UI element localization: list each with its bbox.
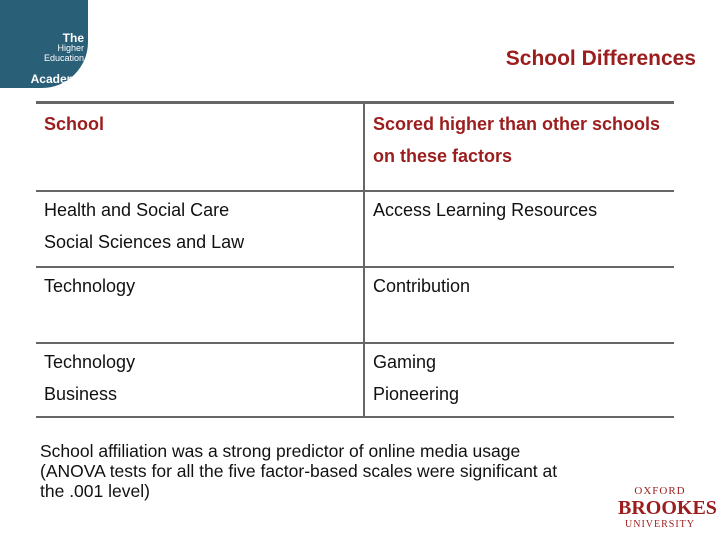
factor-cell [364, 191, 674, 267]
factor-cell [364, 267, 674, 343]
factor-name: Contribution [373, 276, 471, 296]
header-school: School [36, 103, 364, 192]
table-row [36, 191, 674, 267]
factor-name: Access Learning Resources [373, 200, 598, 220]
school-differences-table [36, 101, 674, 418]
slide-title: School Differences [505, 47, 696, 70]
brand-brookes: BROOKES [618, 497, 717, 519]
table-row [36, 343, 674, 417]
school-cell [36, 267, 364, 343]
school-cell [36, 343, 364, 417]
logo-text-education: Education [43, 53, 84, 63]
brand-oxford: OXFORD [634, 485, 686, 497]
logo-text-higher: Higher [57, 43, 84, 53]
school-name: Health and Social Care [44, 200, 230, 220]
school-name: Technology [44, 276, 136, 296]
factor-name: Pioneering [373, 384, 460, 404]
factor-cell [364, 343, 674, 417]
table-header-row [36, 103, 674, 192]
header-factors: Scored higher than other schools on these factors [364, 103, 674, 192]
school-cell [36, 191, 364, 267]
footnote-text: School affiliation was a strong predictor of online media usage (ANOVA tests for all the five factor-based scales were significant at the .001 level) [40, 441, 558, 501]
brand-university: UNIVERSITY [625, 519, 695, 530]
school-name: Social Sciences and Law [44, 232, 245, 252]
oxford-brookes-logo [618, 485, 717, 530]
table-row [36, 267, 674, 343]
logo-text-the: The [62, 31, 84, 45]
school-name: Business [44, 384, 118, 404]
logo-text-academy: Academy [30, 72, 84, 86]
school-name: Technology [44, 352, 136, 372]
higher-education-academy-logo [0, 0, 88, 88]
factor-name: Gaming [373, 352, 437, 372]
